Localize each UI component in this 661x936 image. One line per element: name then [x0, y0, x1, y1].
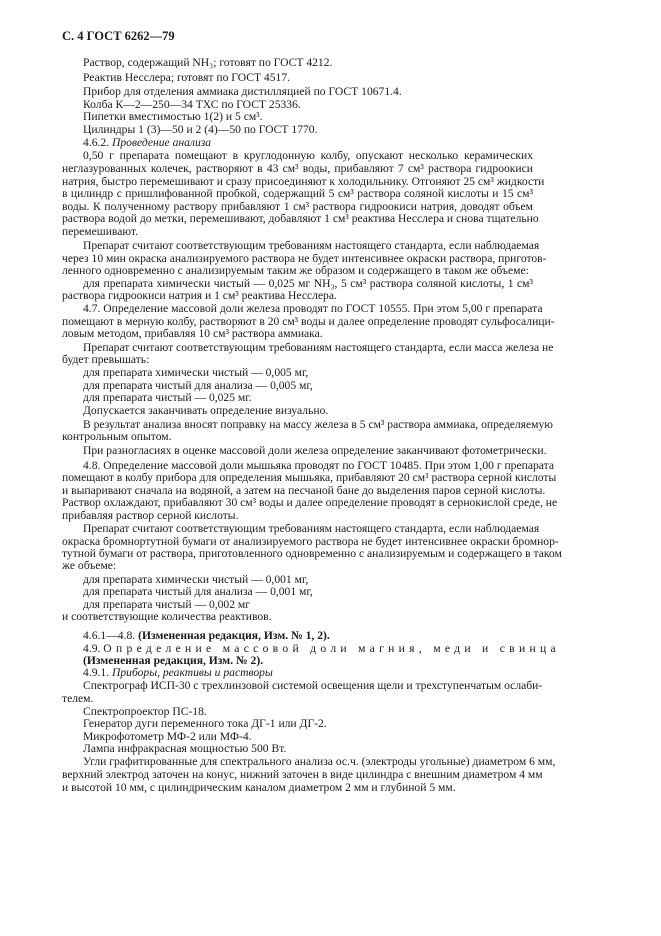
line-text: перемешивают.	[62, 225, 138, 238]
line-text: для препарата химически чистый — 0,005 мг,	[83, 366, 309, 379]
text-line	[62, 289, 337, 303]
line-text: и выпаривают сначала на водяной, а затем на песчаной бане до выделения паров серной кислоты.	[62, 484, 546, 497]
text-line	[62, 781, 456, 795]
line-text: 4.9.	[83, 642, 104, 655]
text-line	[62, 212, 539, 226]
line-text: раствора гидроокиси натрия и 1 см³ реактива Несслера.	[62, 289, 337, 302]
text-line	[62, 264, 529, 278]
line-text: для препарата чистый — 0,025 мг.	[83, 391, 252, 404]
line-text: Колба К—2—250—34 ТХС по ГОСТ 25336.	[83, 98, 301, 111]
bold-text: (Измененная редакция, Изм. № 2).	[83, 654, 264, 667]
spaced-text: Определение массовой доли магния, меди и свинца	[103, 642, 560, 655]
text-line	[62, 430, 172, 444]
line-text: для препарата чистый для анализа — 0,005 мг,	[83, 379, 313, 392]
text-line	[83, 666, 273, 680]
text-line	[83, 239, 540, 253]
text-line	[62, 162, 533, 176]
line-text: 4.7. Определение массовой доли железа проводят по ГОСТ 10555. При этом 5,00 г препарата	[83, 302, 543, 315]
line-text: Угли графитированные для спектрального анализа ос.ч. (электроды угольные) диаметром 6 мм,	[83, 755, 556, 768]
line-text: Спектропроектор ПС-18.	[83, 705, 207, 718]
text-line	[83, 742, 286, 756]
line-text: Препарат считают соответствующим требованиям настоящего стандарта, если масса железа не	[83, 341, 554, 354]
text-line	[83, 149, 533, 163]
line-text: неглазурованных колечек, растворяют в 43 см³ воды, прибавляют 7 см³ раствора гидроокиси	[62, 162, 533, 175]
line-text: помещают в колбу прибора для определения мышьяка, прибавляют 20 см³ раствора серной кислоты	[62, 471, 557, 484]
text-line	[83, 391, 252, 405]
text-line	[83, 71, 290, 85]
line-text: для препарата чистый для анализа — 0,001 мг,	[83, 585, 313, 598]
line-text: через 10 мин окраска анализируемого раствора не будет интенсивнее окраски раствора, приготов-	[62, 252, 547, 265]
italic-text: Приборы, реактивы и растворы	[111, 666, 273, 679]
line-text: Препарат считают соответствующим требованиям настоящего стандарта, если наблюдаемая	[83, 522, 540, 535]
text-line	[83, 341, 554, 355]
line-text: Препарат считают соответствующим требованиям настоящего стандарта, если наблюдаемая	[83, 239, 540, 252]
line-text: верхний электрод заточен на конус, нижний заточен в виде цилиндра с внешним диаметром 4 мм	[62, 768, 543, 781]
line-text: и высотой 10 мм, с цилиндрическим каналом диаметром 2 мм и глубиной 5 мм.	[62, 781, 456, 794]
text-line	[62, 509, 238, 523]
line-text: же объеме:	[62, 559, 117, 572]
line-text: Допускается заканчивать определение визуально.	[83, 404, 329, 417]
text-line	[62, 768, 543, 782]
text-line	[62, 225, 138, 239]
text-line	[83, 56, 332, 70]
line-text: ленного одновременно с анализируемым таким же образом и содержащего в таком же объеме:	[62, 264, 529, 277]
text-line	[62, 610, 272, 624]
text-line	[83, 444, 547, 458]
line-text: 0,50 г препарата помещают в круглодонную колбу, опускают несколько керамических	[83, 149, 533, 162]
text-line	[62, 471, 557, 485]
line-text: тутной бумаги от раствора, приготовленного одновременно с анализируемым и содержащего в таком	[62, 547, 562, 560]
text-line	[83, 85, 402, 99]
line-text: и соответствующие количества реактивов.	[62, 610, 272, 623]
line-text: помещают в мерную колбу, растворяют в 20 см³ воды и далее определение проводят сульфосалици-	[62, 315, 555, 328]
bold-text: (Измененная редакция, Изм. № 1, 2).	[138, 629, 330, 642]
line-text: Спектрограф ИСП-30 с трехлинзовой системой освещения щели и трехступенчатым ослаби-	[83, 679, 543, 692]
page-header: С. 4 ГОСТ 6262—79	[62, 29, 175, 43]
text-line	[62, 327, 323, 341]
text-line	[62, 353, 149, 367]
line-text: Генератор дуги переменного тока ДГ-1 или ДГ-2.	[83, 717, 327, 730]
line-text: Пипетки вместимостью 1(2) и 5 см³.	[83, 110, 263, 123]
line-text: Цилиндры 1 (3)—50 и 2 (4)—50 по ГОСТ 1770.	[83, 123, 318, 136]
line-text: контрольным опытом.	[62, 430, 172, 443]
line-text: 4.8. Определение массовой доли мышьяка проводят по ГОСТ 10485. При этом 1,00 г препарата	[83, 459, 554, 472]
text-line	[83, 755, 556, 769]
line-text: будет превышать:	[62, 353, 150, 366]
text-line	[62, 496, 558, 510]
line-text: раствора водой до метки, перемешивают, добавляют 1 см³ реактива Несслера и снова тщательно	[62, 212, 539, 225]
text-line	[83, 110, 263, 124]
text-line	[83, 522, 540, 536]
text-line	[83, 629, 330, 643]
line-text: При разногласиях в оценке массовой доли железа определение заканчивают фотометрически.	[83, 444, 547, 457]
line-text: 4.6.2.	[83, 136, 112, 149]
line-text: В результат анализа вносят поправку на массу железа в 5 см³ раствора аммиака, определяемую	[83, 418, 553, 431]
text-line	[83, 404, 328, 418]
text-line	[62, 187, 533, 201]
text-line	[83, 302, 543, 316]
line-text: 4.6.1—4.8.	[83, 629, 139, 642]
text-line	[62, 559, 116, 573]
line-text: Прибор для отделения аммиака дистилляцией по ГОСТ 10671.4.	[83, 85, 402, 98]
text-line	[83, 679, 543, 693]
line-text: прибавляя раствор серной кислоты.	[62, 509, 239, 522]
line-text: окраска бромнортутной бумаги от анализируемого раствора не будет интенсивнее окраски бромнор-	[62, 535, 559, 548]
line-text: Раствор, содержащий NH₃; готовят по ГОСТ 4212.	[83, 56, 333, 69]
line-text: для препарата чистый — 0,002 мг	[83, 598, 251, 611]
line-text: Раствор охлаждают, прибавляют 30 см³ воды и далее определение проводят в сернокислой среде, не	[62, 496, 558, 509]
text-line	[83, 366, 308, 380]
line-text: 4.9.1.	[83, 666, 112, 679]
line-text: Лампа инфракрасная мощностью 500 Вт.	[83, 742, 287, 755]
line-text: для препарата химически чистый — 0,001 мг,	[83, 573, 309, 586]
line-text: Реактив Несслера; готовят по ГОСТ 4517.	[83, 71, 291, 84]
line-text: телем.	[62, 692, 94, 705]
line-text: в цилиндр с пришлифованной пробкой, содержащий 5 см³ раствора соляной кислоты и 15 см³	[62, 187, 533, 200]
text-line	[62, 692, 93, 706]
italic-text: Проведение анализа	[111, 136, 212, 149]
text-line	[83, 136, 211, 150]
text-line	[83, 585, 313, 599]
line-text: для препарата химически чистый — 0,025 мг NH₃, 5 см³ раствора соляной кислоты, 1 см³	[83, 277, 533, 290]
line-text: Микрофотометр МФ-2 или МФ-4.	[83, 730, 252, 743]
line-text: ловым методом, прибавляя 10 см³ раствора аммиака.	[62, 327, 323, 340]
text-line	[83, 123, 318, 137]
line-text: натрия, быстро перемешивают и сразу присоединяют к холодильнику. Отгоняют 25 см³ жидкости	[62, 175, 545, 188]
text-line	[62, 547, 562, 561]
text-line	[83, 717, 327, 731]
line-text: воды. К полученному раствору прибавляют 1 см³ раствора гидроокиси натрия, доводят объем	[62, 200, 533, 213]
